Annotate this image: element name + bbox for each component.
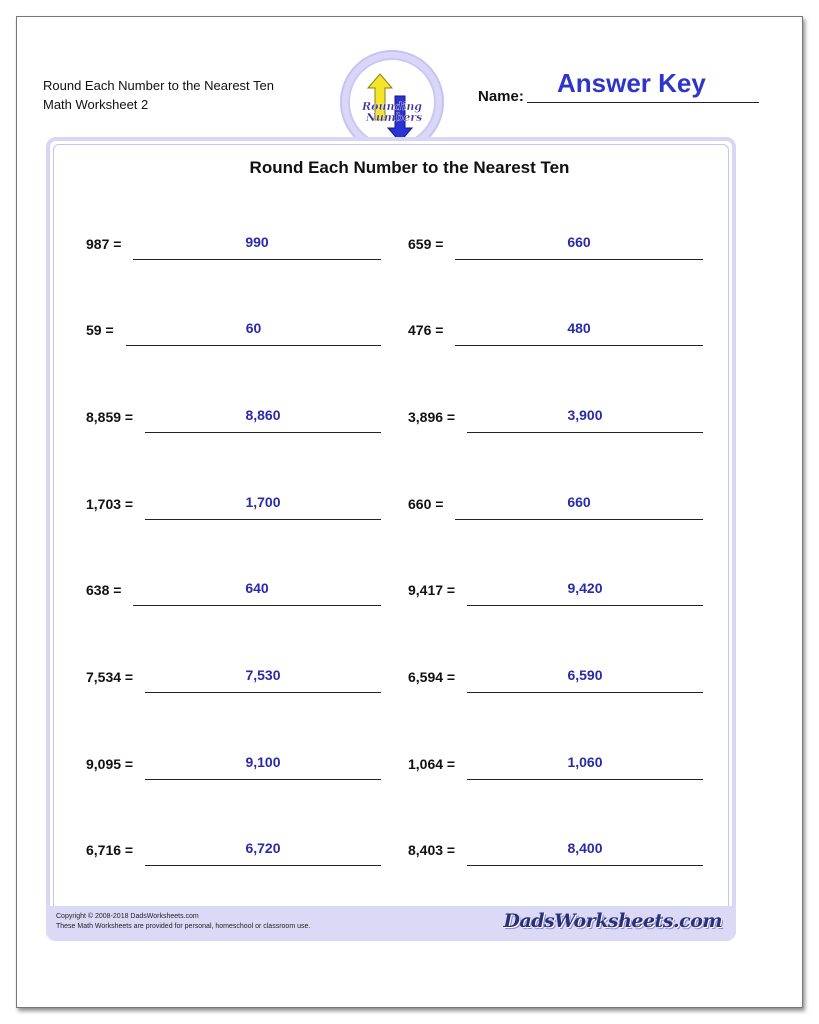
- answer-line[interactable]: [145, 432, 381, 433]
- problem-answer: 8,400: [567, 840, 603, 856]
- answer-line[interactable]: [467, 692, 703, 693]
- problem-answer: 9,100: [245, 754, 281, 770]
- answer-line[interactable]: [467, 605, 703, 606]
- problem-answer: 1,700: [245, 494, 281, 510]
- problem-answer: 9,420: [567, 580, 603, 596]
- problem-row: [408, 669, 703, 693]
- problem-row: [86, 322, 381, 346]
- name-field-line: [527, 102, 759, 103]
- problem-question: 8,859 =: [86, 409, 134, 425]
- problem-answer: 990: [245, 234, 269, 250]
- problem-row: [86, 842, 381, 866]
- answer-line[interactable]: [145, 519, 381, 520]
- dadsworksheets-logo: DadsWorksheets.com: [503, 910, 722, 932]
- problem-answer: 7,530: [245, 667, 281, 683]
- problem-question: 1,064 =: [408, 756, 456, 772]
- problem-question: 6,716 =: [86, 842, 134, 858]
- problem-question: 659 =: [408, 236, 444, 252]
- name-label: Name:: [478, 88, 524, 105]
- answer-line[interactable]: [145, 779, 381, 780]
- problem-row: [86, 582, 381, 606]
- problem-answer: 8,860: [245, 407, 281, 423]
- problem-row: [86, 236, 381, 260]
- problem-row: [408, 496, 703, 520]
- answer-line[interactable]: [455, 519, 703, 520]
- problem-answer: 660: [567, 494, 591, 510]
- problem-question: 660 =: [408, 496, 444, 512]
- problem-row: [408, 842, 703, 866]
- problem-question: 476 =: [408, 322, 444, 338]
- problem-answer: 480: [567, 320, 591, 336]
- problem-row: [408, 409, 703, 433]
- problem-question: 9,417 =: [408, 582, 456, 598]
- problem-answer: 640: [245, 580, 269, 596]
- footer: [46, 906, 736, 940]
- problem-row: [86, 496, 381, 520]
- answer-line[interactable]: [145, 692, 381, 693]
- answer-line[interactable]: [467, 779, 703, 780]
- answer-line[interactable]: [133, 259, 381, 260]
- problem-question: 987 =: [86, 236, 122, 252]
- problem-row: [408, 236, 703, 260]
- problem-question: 9,095 =: [86, 756, 134, 772]
- problem-row: [408, 322, 703, 346]
- problem-question: 59 =: [86, 322, 114, 338]
- problem-answer: 1,060: [567, 754, 603, 770]
- copyright-text: Copyright © 2008-2018 DadsWorksheets.com: [56, 913, 199, 920]
- usage-notice: These Math Worksheets are provided for personal, homeschool or classroom use.: [56, 923, 311, 930]
- problem-row: [408, 582, 703, 606]
- logo-text-numbers: Numbers: [365, 111, 423, 124]
- problem-row: [408, 756, 703, 780]
- problem-row: [86, 409, 381, 433]
- answer-line[interactable]: [145, 865, 381, 866]
- answer-line[interactable]: [133, 605, 381, 606]
- problem-question: 1,703 =: [86, 496, 134, 512]
- logo-text-rounding: Rounding: [361, 100, 423, 113]
- panel-title: Round Each Number to the Nearest Ten: [249, 158, 570, 177]
- worksheet-subtitle: Math Worksheet 2: [43, 97, 149, 112]
- worksheet-header: [43, 76, 274, 114]
- problem-question: 8,403 =: [408, 842, 456, 858]
- worksheet-title: Round Each Number to the Nearest Ten: [43, 78, 275, 93]
- answer-line[interactable]: [467, 432, 703, 433]
- problem-question: 3,896 =: [408, 409, 456, 425]
- answer-line[interactable]: [455, 345, 703, 346]
- problem-question: 638 =: [86, 582, 122, 598]
- answer-line[interactable]: [126, 345, 381, 346]
- problem-row: [86, 669, 381, 693]
- problem-answer: 60: [245, 320, 262, 336]
- problem-answer: 6,720: [245, 840, 281, 856]
- problem-question: 7,534 =: [86, 669, 134, 685]
- problem-answer: 6,590: [567, 667, 603, 683]
- answer-line[interactable]: [467, 865, 703, 866]
- answer-line[interactable]: [455, 259, 703, 260]
- answer-key-text: Answer Key: [557, 68, 706, 98]
- problem-answer: 3,900: [567, 407, 603, 423]
- problem-answer: 660: [567, 234, 591, 250]
- problem-question: 6,594 =: [408, 669, 456, 685]
- problem-row: [86, 756, 381, 780]
